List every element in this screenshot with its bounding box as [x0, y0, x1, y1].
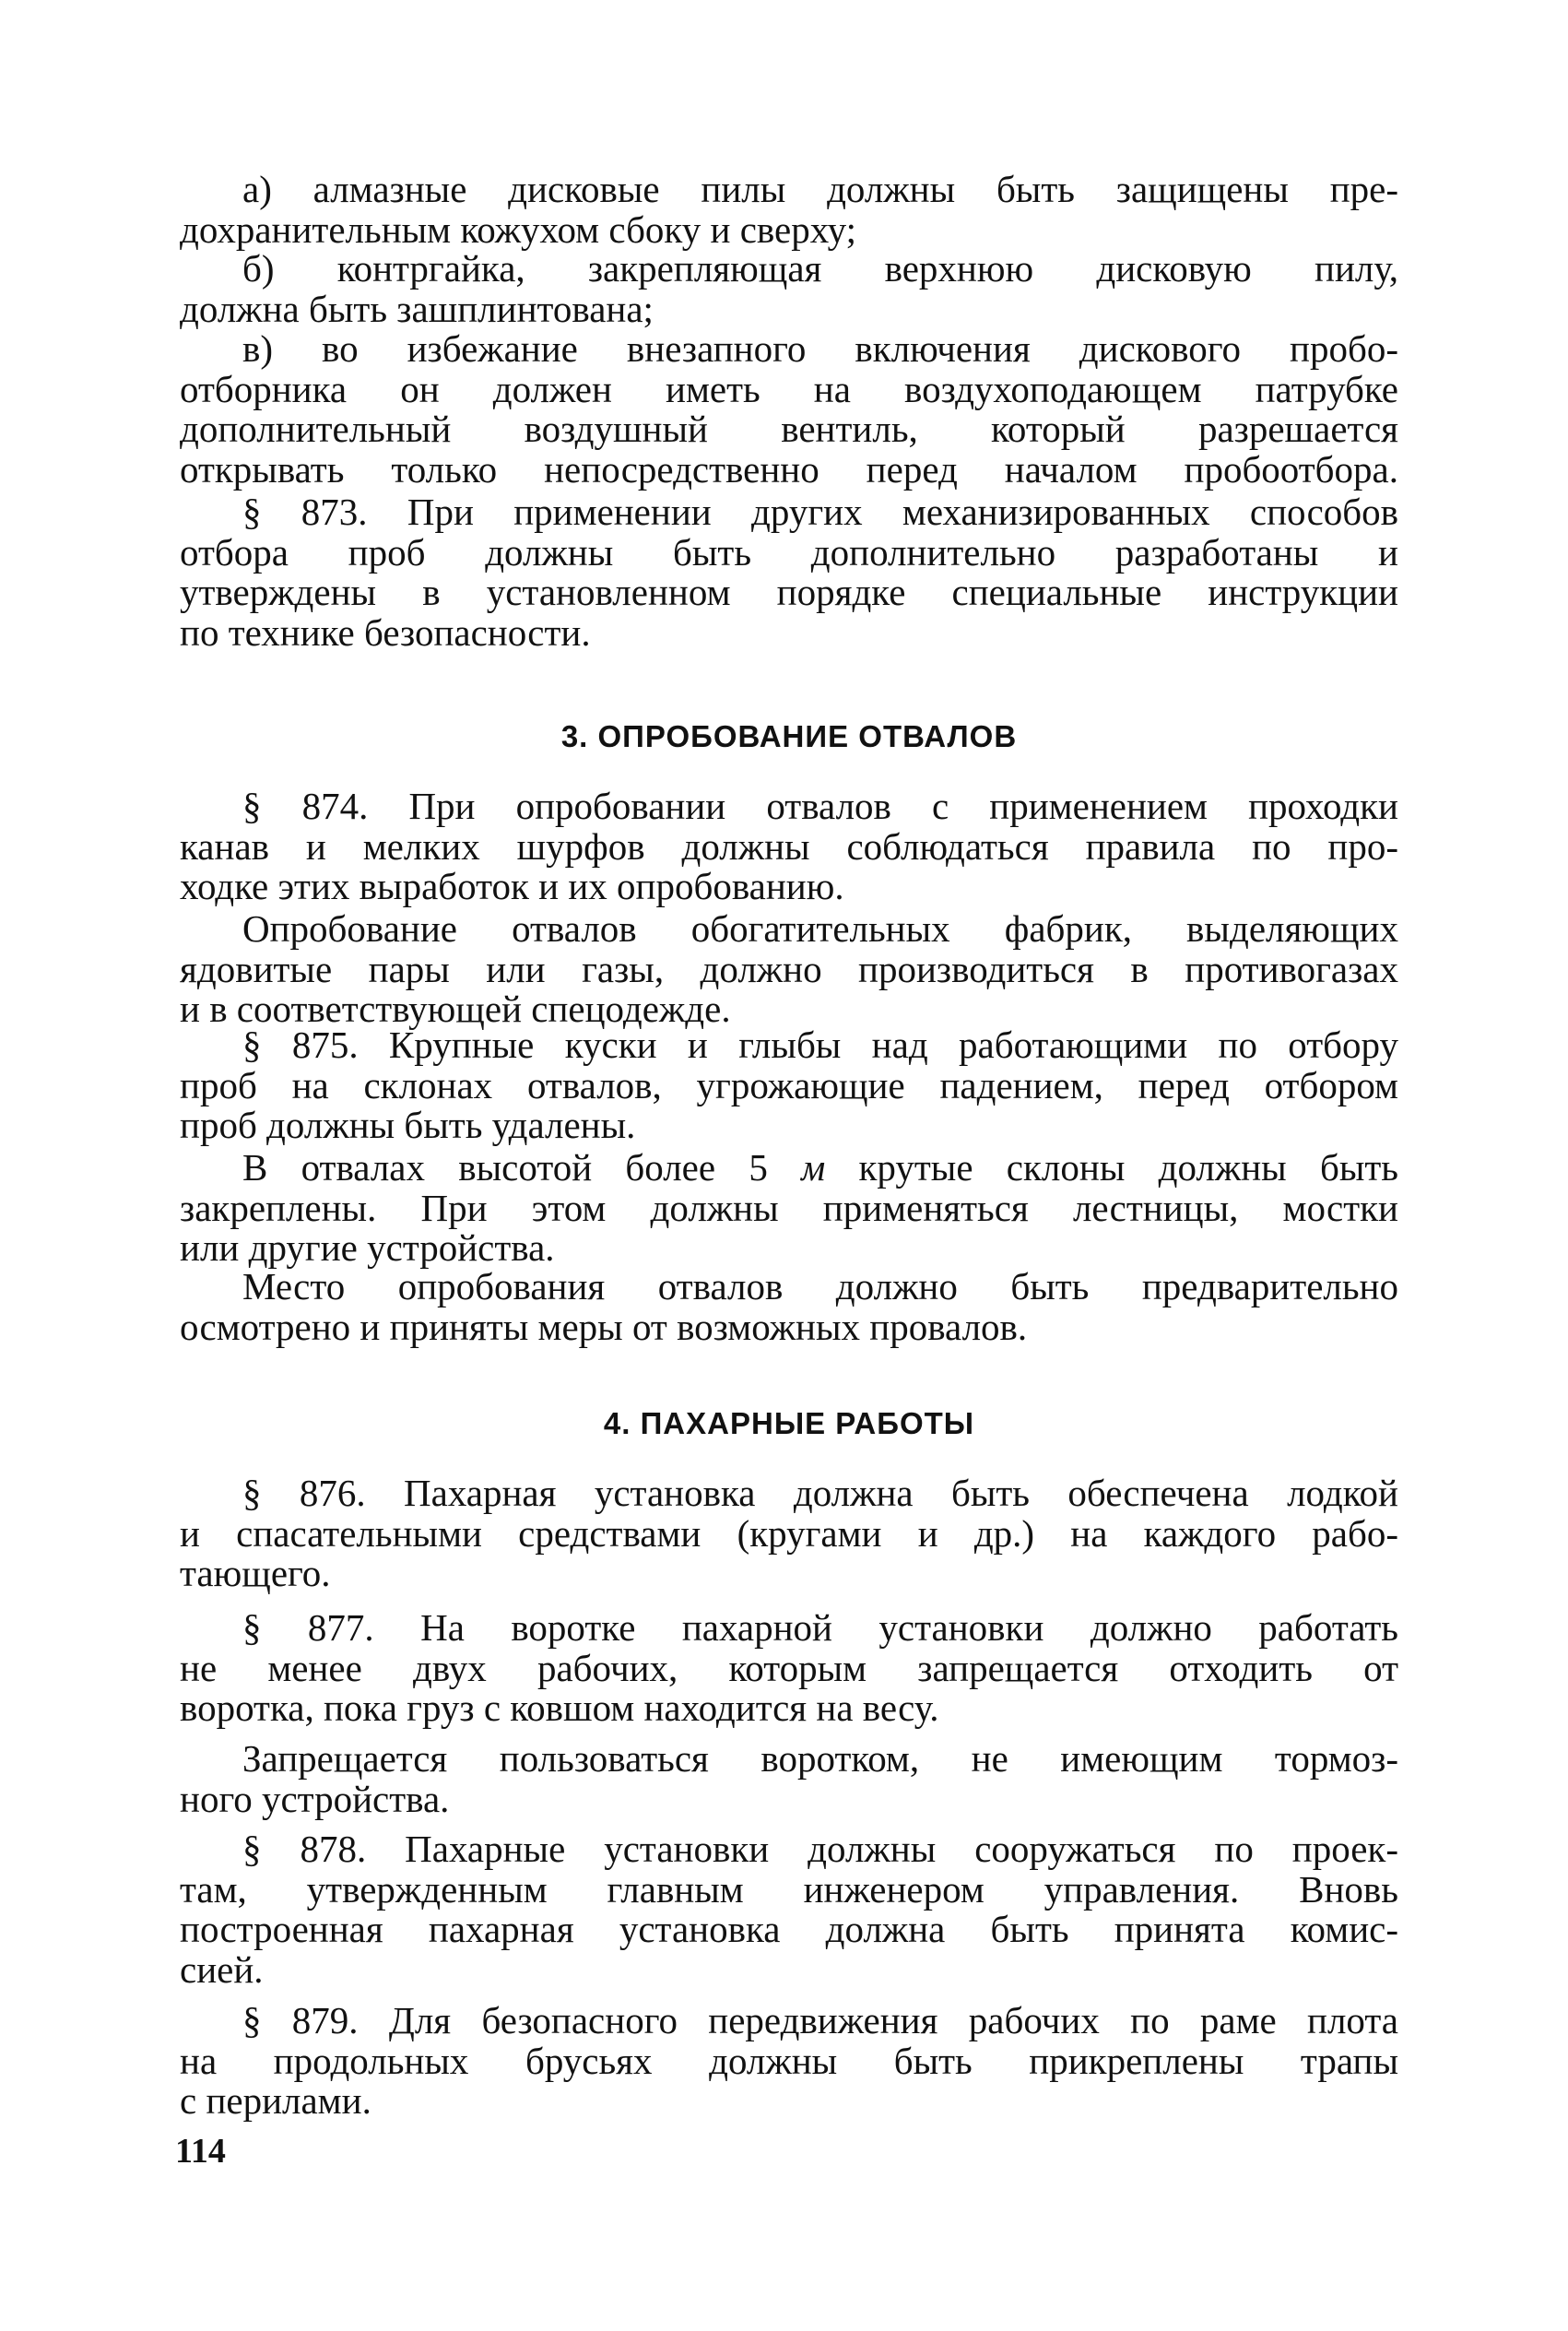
text-line: § 879. Для безопасного передвижения рабочих по раме плота	[242, 1999, 1398, 2041]
text-line: сией.	[180, 1948, 264, 1992]
paragraph-874-b	[180, 909, 1398, 1030]
text-line: § 876. Пахарная установка должна быть обеспечена лодкой	[242, 1472, 1398, 1514]
paragraph-873	[180, 492, 1398, 654]
paragraph-item-a	[180, 170, 1398, 250]
section-heading-4: 4. ПАХАРНЫЕ РАБОТЫ	[603, 1406, 975, 1440]
text-line: б) контргайка, закрепляющая верхнюю дисковую пилу,	[242, 247, 1398, 290]
text-line: должна быть зашплинтована;	[180, 287, 654, 330]
text-line: построенная пахарная установка должна быть принята комис-	[180, 1908, 1398, 1951]
text-line: § 875. Крупные куски и глыбы над работающими по отбору	[242, 1024, 1398, 1066]
text-line: ного устройства.	[180, 1777, 450, 1820]
text-line: по технике безопасности.	[180, 611, 591, 655]
text-line: проб на склонах отвалов, угрожающие падением, перед отбором	[180, 1063, 1398, 1106]
text-line: отбора проб должны быть дополнительно разработаны и	[180, 530, 1398, 574]
text-line: там, утвержденным главным инженером управления. Вновь	[180, 1867, 1398, 1911]
text-line: § 877. На воротке пахарной установки должно работать	[242, 1606, 1398, 1649]
section-heading-3: 3. ОПРОБОВАНИЕ ОТВАЛОВ	[560, 719, 1018, 753]
text-line: и в соответствующей спецодежде.	[180, 988, 731, 1031]
text-line: дополнительный воздушный вентиль, который разрешается	[180, 408, 1398, 451]
text-line: проб должны быть удалены.	[180, 1104, 636, 1147]
text-line: Опробование отвалов обогатительных фабрик, выделяющих	[242, 907, 1398, 950]
text-line: открывать только непосредственно перед началом пробоотбора.	[180, 448, 1398, 491]
unit-meter: м	[801, 1146, 826, 1189]
text-line: осмотрено и приняты меры от возможных провалов.	[180, 1305, 1028, 1348]
paragraph-877-b	[180, 1739, 1398, 1819]
text-line: ходке этих выработок и их опробованию.	[180, 865, 844, 908]
text-line: не менее двух рабочих, которым запрещается отходить от	[180, 1646, 1398, 1689]
text-line: § 873. При применении других механизированных способов	[242, 491, 1398, 533]
text-line: отборника он должен иметь на воздухоподающем патрубке	[180, 367, 1398, 410]
paragraph-879	[180, 2001, 1398, 2122]
paragraph-item-b	[180, 249, 1398, 329]
text-line: и спасательными средствами (кругами и др.) на каждого рабо-	[180, 1511, 1398, 1555]
text-line: закреплены. При этом должны применяться лестницы, мостки	[180, 1186, 1398, 1229]
text-segment: В отвалах высотой более 5	[242, 1146, 802, 1189]
paragraph-875-c	[180, 1267, 1398, 1347]
text-line: на продольных брусьях должны быть прикреплены трапы	[180, 2039, 1398, 2082]
text-line: с перилами.	[180, 2079, 371, 2123]
text-line	[180, 1148, 1398, 1189]
text-line: § 874. При опробовании отвалов с применением проходки	[242, 785, 1398, 827]
paragraph-878	[180, 1829, 1398, 1991]
paragraph-876	[180, 1473, 1398, 1594]
text-line: или другие устройства.	[180, 1226, 555, 1270]
paragraph-877	[180, 1608, 1398, 1729]
text-line: утверждены в установленном порядке специальные инструкции	[180, 571, 1398, 614]
text-line: ядовитые пары или газы, должно производиться в противогазах	[180, 947, 1398, 990]
text-line: Место опробования отвалов должно быть предварительно	[242, 1265, 1398, 1307]
paragraph-875-b	[180, 1148, 1398, 1269]
paragraph-874	[180, 787, 1398, 907]
text-line: воротка, пока груз с ковшом находится на весу.	[180, 1686, 939, 1730]
text-segment: крутые склоны должны быть	[825, 1146, 1398, 1189]
text-line: тающего.	[180, 1552, 331, 1595]
text-line: § 878. Пахарные установки должны сооружаться по проек-	[242, 1828, 1398, 1870]
text-line: в) во избежание внезапного включения дискового пробо-	[242, 327, 1398, 370]
page-number: 114	[175, 2132, 226, 2171]
paragraph-875	[180, 1025, 1398, 1146]
text-line: дохранительным кожухом сбоку и сверху;	[180, 207, 857, 251]
text-line: Запрещается пользоваться воротком, не имеющим тормоз-	[242, 1737, 1398, 1780]
paragraph-item-v	[180, 329, 1398, 491]
text-line: а) алмазные дисковые пилы должны быть защищены пре-	[242, 168, 1398, 210]
text-line: канав и мелких шурфов должны соблюдаться правила по про-	[180, 824, 1398, 868]
